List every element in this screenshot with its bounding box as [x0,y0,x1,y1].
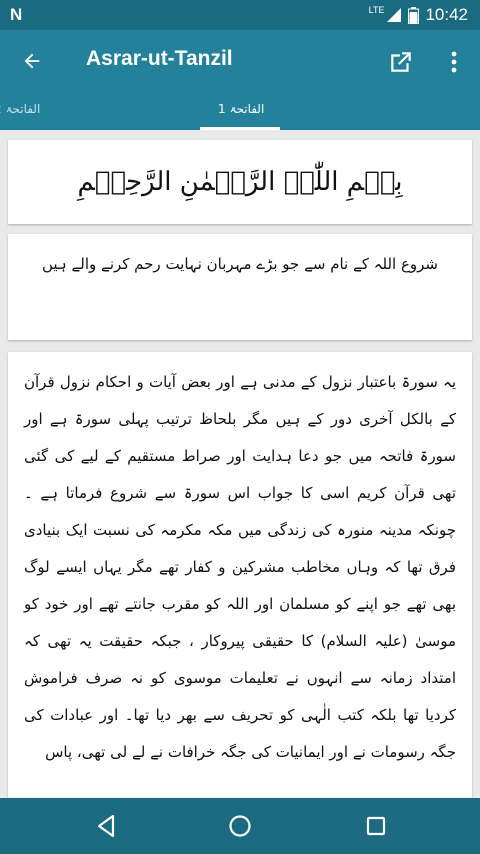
network-type-label: LTE [368,5,385,15]
bismillah-text: بِسۡمِ اللّٰہِ الرَّحۡمٰنِ الرَّحِیۡمِ [77,167,403,197]
tab-bar [0,92,480,130]
app-title: Asrar-ut-Tanzil [86,47,233,70]
battery-icon [408,7,419,24]
more-options-button[interactable] [440,46,468,78]
commentary-text: یہ سورۃ باعتبار نزول کے مدنی ہے اور بعض آیات و احکام نزول قرآن کے بالکل آخری دور کے ہیں مگر بلحاظ ترتیب پہلی سورۃ ہے اور سورۃ فاتحہ میں جو دعا ہدایت اور صراط مستقیم کے لیے کی گئی تھی قرآن کریم اسی کا جواب اس سورۃ سے شروع فرماتا ہے ۔ چونکہ مدینہ منورہ کی زندگی میں مکہ مکرمہ کی نسبت ایک بنیادی فرق تھا کہ وہاں مخاطب مشرکین و کفار تھے مگر یہاں ایسے لوگ بھی تھے جو اپنے کو مسلمان اور اللہ کو مقرب جانتے تھے اور خود کو موسیٰ (علیہ السلام) کا حقیقی پیروکار ، جبکہ حقیقت یہ تھی کہ امتداد زمانہ سے انہوں نے تعلیمات موسوی کو نہ صرف فراموش کردیا تھا بلکہ کتب الٰہی کو تحریف سے بھر دیا تھا۔ اور عبادات کی جگہ رسومات نے اور ایمانیات کی جگہ خرافات نے لے لی تھی، پاس [24,373,457,761]
triangle-back-icon [95,814,117,838]
nav-home-button[interactable] [226,812,254,840]
app-bar [0,30,480,92]
nav-recents-button[interactable] [362,812,390,840]
open-external-button[interactable] [385,46,417,78]
translation-card [8,234,472,340]
signal-icon [386,7,402,23]
back-button[interactable] [16,45,48,77]
n-notification-icon: N [10,5,23,24]
open-external-icon [388,49,414,75]
square-recents-icon [365,815,387,837]
nav-back-button[interactable] [92,812,120,840]
tab-surah-2[interactable]: الفاتحۃ [5,102,41,116]
commentary-card[interactable] [8,352,472,802]
translation-text: شروع اللہ کے نام سے جو بڑے مہربان نہایت رحم کرنے والے ہیں [41,255,438,273]
circle-home-icon [228,814,252,838]
arrow-left-icon [21,50,43,72]
bismillah-card [8,140,472,224]
tab-surah-1[interactable]: الفاتحۃ 1 [218,102,265,116]
more-vert-icon [451,51,457,73]
status-icons [369,5,468,25]
status-time: 10:42 [425,5,468,24]
tab-indicator [200,127,280,130]
system-nav-bar [0,798,480,854]
status-bar [0,0,480,30]
